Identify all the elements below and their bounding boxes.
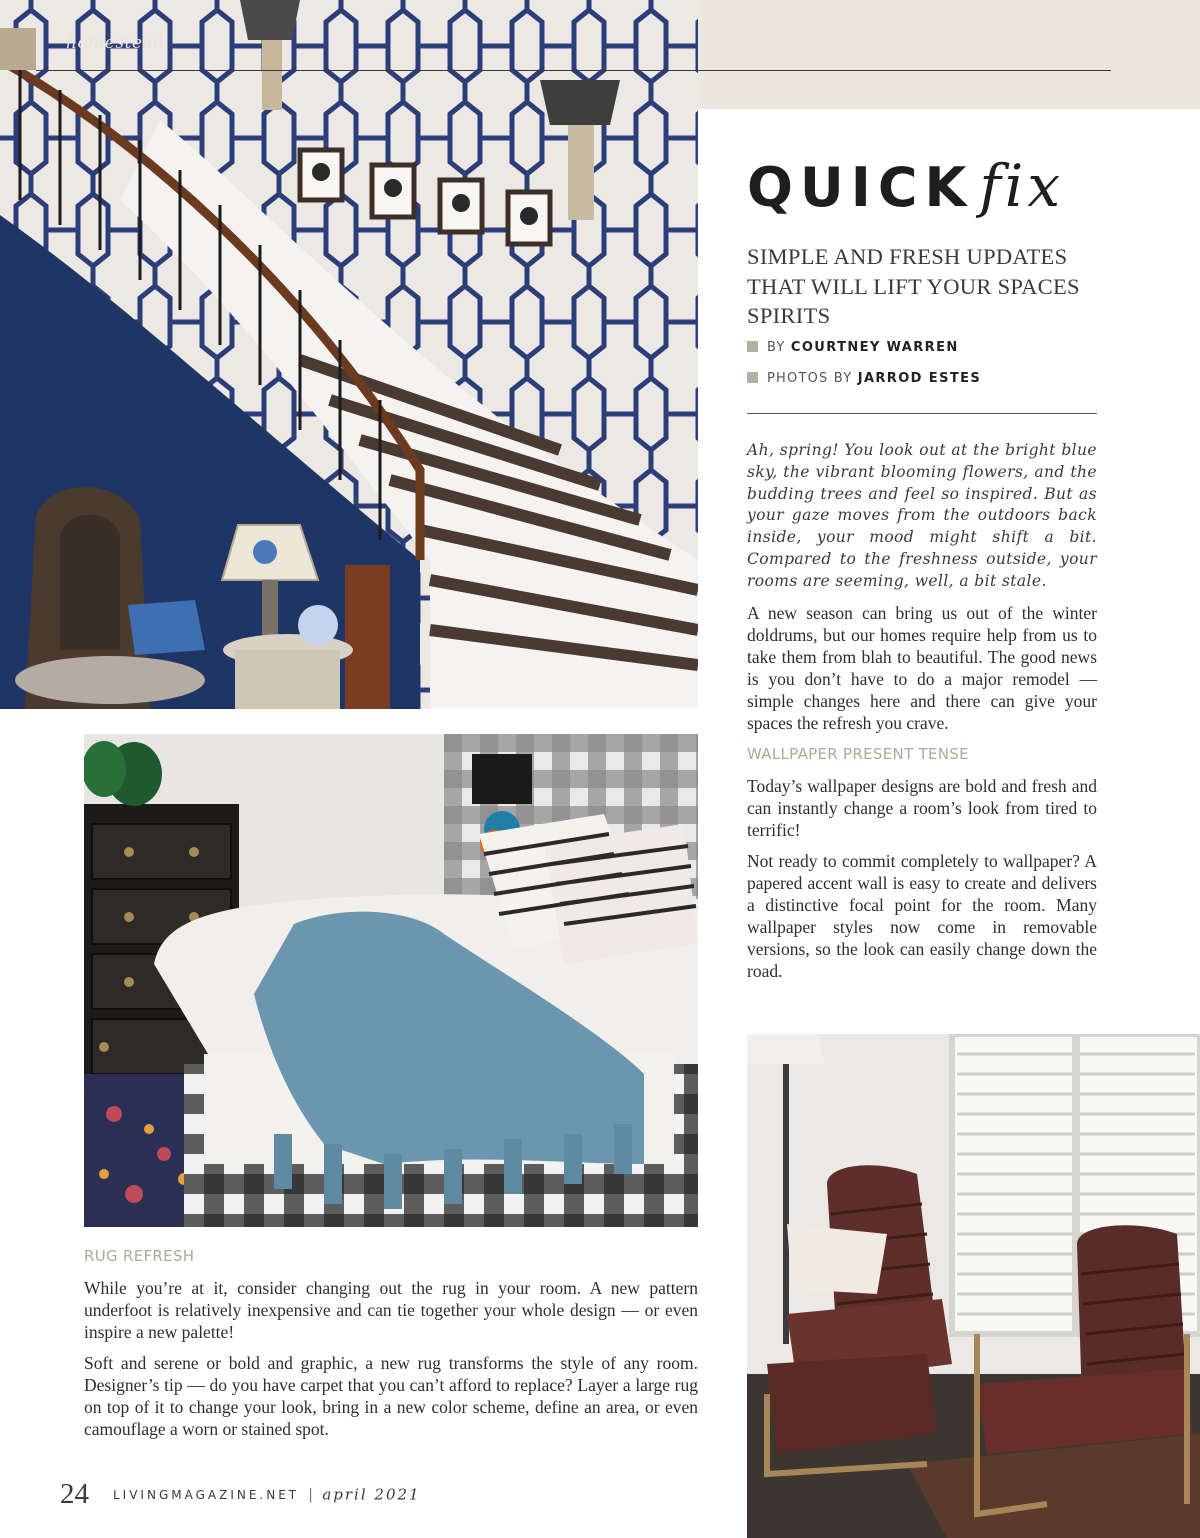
left-column xyxy=(84,1243,698,1449)
staircase-photo xyxy=(0,0,698,709)
article-title xyxy=(747,152,1064,220)
paragraph-rug-change: While you’re at it, consider changing out the rug in your room. A new pattern underfoot is relatively inexpensive and can tie together your whole design — or even inspire a new palette! xyxy=(84,1278,698,1342)
section-tab xyxy=(0,28,36,70)
paragraph-wallpaper-designs: Today’s wallpaper designs are bold and fresh and can instantly change a room’s look from tired to terrific! xyxy=(747,775,1097,840)
section-label: homestead xyxy=(66,33,165,53)
bedroom-photo xyxy=(84,734,698,1227)
photo-credit-name: JARROD ESTES xyxy=(857,371,982,386)
footer-issue: april 2021 xyxy=(322,1485,421,1504)
leather-chairs-photo xyxy=(747,1034,1200,1538)
byline-prefix: BY xyxy=(767,340,786,355)
subhead-rug: RUG REFRESH xyxy=(84,1247,195,1265)
header-band xyxy=(698,0,1200,109)
right-column xyxy=(747,440,1097,991)
byline-square-icon xyxy=(747,341,758,352)
byline xyxy=(747,340,959,355)
footer-separator: | xyxy=(309,1485,313,1503)
page-footer xyxy=(60,1478,421,1511)
header-rule xyxy=(36,70,1111,71)
paragraph-new-season: A new season can bring us out of the winter doldrums, but our homes require help from us to take them from blah to beautiful. The good news is you don’t have to do a major remodel — simple changes here and there can give your spaces the refresh you crave. xyxy=(747,602,1097,733)
photo-credit-prefix: PHOTOS BY xyxy=(767,371,853,386)
title-script: fix xyxy=(979,152,1065,220)
subhead-wallpaper: WALLPAPER PRESENT TENSE xyxy=(747,744,969,763)
photo-credit-square-icon xyxy=(747,372,758,383)
paragraph-rug-styles: Soft and serene or bold and graphic, a new rug transforms the style of any room. Designer’s tip — do you have carpet that you can’t afford to replace? Layer a large rug on top of it to change your look, bring in a new color scheme, define an area, or even camouflage a worn or stained spot. xyxy=(84,1353,698,1439)
byline-name: COURTNEY WARREN xyxy=(790,340,959,355)
footer-site: LIVINGMAGAZINE.NET xyxy=(113,1487,300,1502)
title-main: QUICK xyxy=(747,156,974,219)
paragraph-accent-wall: Not ready to commit completely to wallpaper? A papered accent wall is easy to create and delivers a distinctive focal point for the room. Many wallpaper styles now come in removable versions, so the look can easily change down the road. xyxy=(747,850,1097,981)
article-subtitle: SIMPLE AND FRESH UPDATES THAT WILL LIFT YOUR SPACES SPIRITS xyxy=(747,244,1080,328)
photo-credit xyxy=(747,371,981,386)
intro-paragraph: Ah, spring! You look out at the bright blue sky, the vibrant blooming flowers, and the budding trees and feel so inspired. But as your gaze moves from the outdoors back inside, your mood might shift a bit. Compared to the freshness outside, your rooms are seeming, well, a bit stale. xyxy=(747,441,1097,590)
credit-divider xyxy=(747,413,1097,414)
page-number: 24 xyxy=(60,1478,89,1510)
